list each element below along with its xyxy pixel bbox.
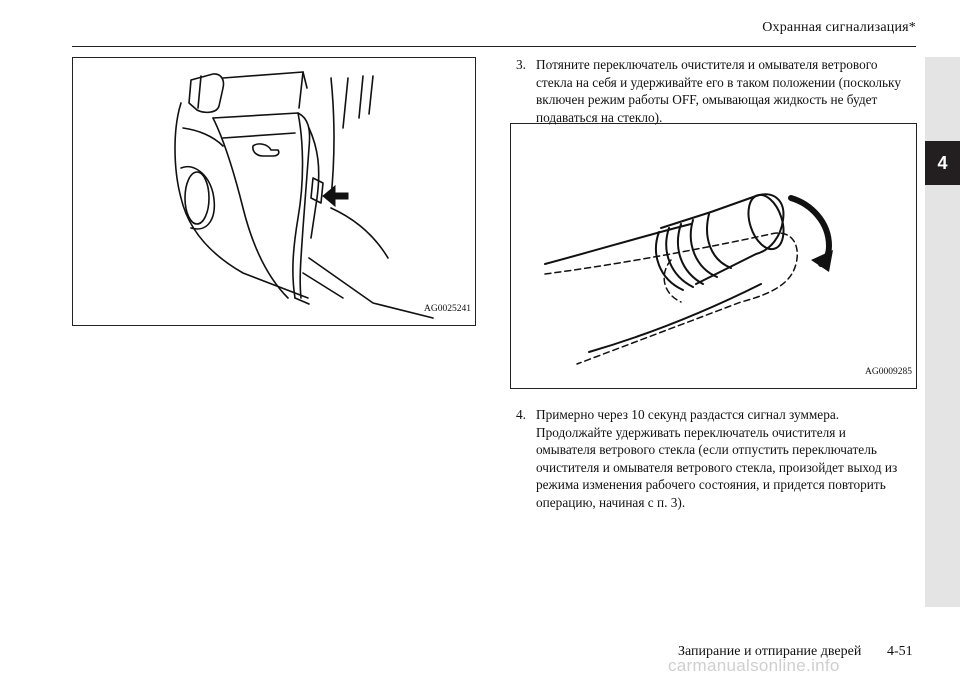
door-illustration: [72, 57, 476, 326]
figure-code-right: AG0009285: [865, 367, 912, 377]
step-text: Примерно через 10 секунд раздастся сигнал зуммера. Продолжайте удерживать переключатель очистителя и омывателя ветрового стекла (если отпустить переключатель очистителя и омывателя ветрового стекла, произойдет выход из режима изменения рабочего состояния, и придется повторить операцию, начиная с п. 3).: [536, 407, 898, 510]
step-number: 3.: [516, 57, 526, 72]
instruction-step-3: [516, 56, 908, 126]
chapter-side-tab: [925, 57, 960, 607]
footer-section-title: Запирание и отпирание дверей: [678, 644, 862, 659]
footer-page-number: 4-51: [887, 644, 913, 659]
site-watermark: carmanualsonline.info: [668, 656, 840, 675]
step-text: Потяните переключатель очистителя и омывателя ветрового стекла на себя и удерживайте его в таком положении (поскольку включен режим работы OFF, омывающая жидкость не будет подаваться на стекло).: [536, 57, 901, 125]
wiper-lever-drawing-icon: [511, 124, 916, 388]
door-drawing-icon: [73, 58, 475, 325]
instruction-step-4: [516, 406, 908, 512]
page-header-title: Охранная сигнализация*: [762, 20, 916, 35]
figure-code-left: AG0025241: [424, 304, 471, 314]
chapter-number-badge: 4: [925, 141, 960, 185]
wiper-lever-illustration: [510, 123, 917, 389]
header-divider: [72, 46, 916, 47]
step-number: 4.: [516, 407, 526, 422]
